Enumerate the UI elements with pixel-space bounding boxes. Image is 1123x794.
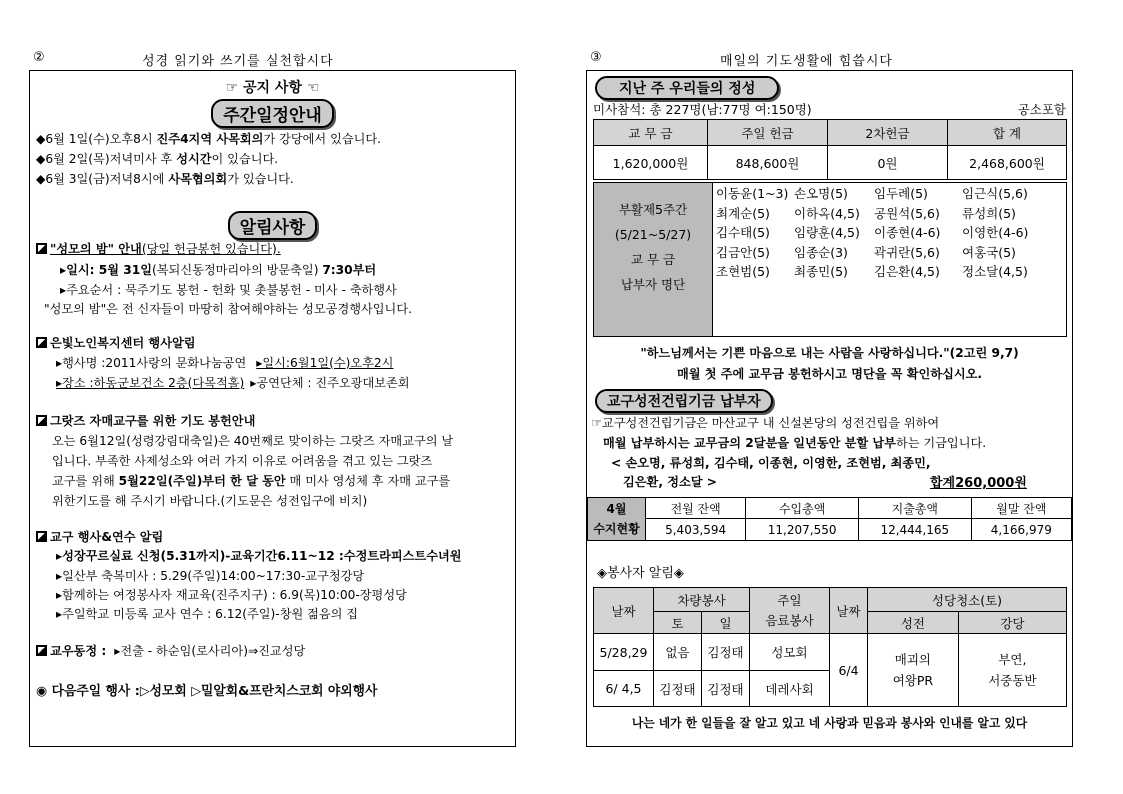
left-header: 성경 읽기와 쓰기를 실천합시다 [142, 54, 334, 69]
attendance: 미사참석: 총 227명(남:77명 여:150명) [593, 102, 812, 117]
weekly-item: ◆6월 3일(금)저녁8시에 사목협의회가 있습니다. [36, 172, 294, 186]
fund-line: ☞교구성전건립기금은 마산교구 내 신설본당의 성전건립을 위하여 [591, 416, 940, 430]
vol-cell: 김정태 [654, 671, 702, 707]
offer-title: 지난 주 우리들의 정성 [595, 76, 779, 100]
donor-name: 임두례(5) [874, 186, 928, 201]
vol-header: 차량봉사 [654, 588, 750, 612]
donor-name: 임근식(5,6) [962, 186, 1028, 201]
attendance-note: 공소포함 [1017, 102, 1066, 117]
vol-cell: 데레사회 [750, 671, 830, 707]
donor-name: 최계순(5) [716, 205, 770, 221]
offering-header: 교 무 금 [594, 120, 708, 146]
vol-cell: 부연, 서중동반 [958, 634, 1066, 707]
section-diocese-title: 교구 행사&연수 알림 [36, 529, 163, 545]
section-silver-title: 은빛노인복지센터 행사알림 [36, 335, 196, 351]
donor-name: 여홍국(5) [962, 244, 1016, 260]
donor-name: 김은환(4,5) [874, 264, 940, 279]
donor-box [593, 182, 1067, 337]
fund-line: 김은환, 정소달 > [623, 475, 717, 489]
donor-name: 임종순(3) [794, 244, 848, 260]
account-table [587, 497, 1072, 541]
graz-line: 오는 6월12일(성령강림대축일)은 40번째로 맞이하는 그랏즈 자매교구의 날 [52, 434, 454, 448]
donor-name: 이종현(4-6) [874, 225, 941, 240]
donor-name: 손오명(5) [794, 186, 848, 201]
offering-value: 1,620,000원 [594, 146, 708, 180]
vol-header: 주일 음료봉사 [750, 588, 830, 634]
donor-name: 정소달(4,5) [962, 264, 1028, 279]
quote: "하느님께서는 기쁜 마음으로 내는 사람을 사랑하십니다."(2고린 9,7) [640, 346, 1019, 360]
donor-name: 곽귀란(5,6) [874, 244, 940, 260]
weekly-item: ◆6월 1일(수)오후8시 진주4지역 사목회의가 강당에서 있습니다. [36, 132, 382, 146]
fund-line: 매월 납부하시는 교무금의 2달분을 일년동안 분할 납부하는 기금입니다. [603, 436, 987, 450]
fund-title: 교구성전건립기금 납부자 [595, 389, 773, 413]
vol-header: 날짜 [594, 588, 654, 634]
quote-note: 매월 첫 주에 교무금 봉헌하시고 명단을 꼭 확인하십시오. [676, 367, 983, 381]
donor-name: 이동윤(1~3) [716, 186, 789, 201]
account-header: 월말 잔액 [971, 498, 1071, 519]
checkbox-icon [36, 337, 47, 348]
notice-title: ☞ 공지 사항 ☜ [225, 80, 320, 96]
vol-cell: 매괴의 여왕PR [868, 634, 959, 707]
donor-name: 임량훈(4,5) [794, 225, 860, 240]
checkbox-icon [36, 415, 47, 426]
vol-cell: 5/28,29 [594, 634, 654, 671]
mary-line: "성모의 밤"은 전 신자들이 마땅히 참여해야하는 성모공경행사입니다. [44, 302, 412, 316]
account-header: 지출총액 [858, 498, 971, 519]
vol-header: 성전 [868, 612, 959, 634]
donor-name: 최종민(5) [794, 264, 848, 279]
fund-total: 합계260,000원 [930, 476, 1027, 491]
checkbox-icon [36, 531, 47, 542]
vol-header: 토 [654, 612, 702, 634]
donor-name: 김금안(5) [716, 244, 770, 260]
diocese-line: ▸함께하는 여정봉사자 재교육(진주지구) : 6.9(목)10:00-장평성당 [56, 588, 407, 602]
diocese-line: ▸일산부 축복미사 : 5.29(주일)14:00~17:30-교구청강당 [56, 569, 365, 583]
offering-value: 2,468,600원 [948, 146, 1067, 180]
checkbox-icon [36, 243, 47, 254]
account-header: 전월 잔액 [646, 498, 746, 519]
right-header: 매일의 기도생활에 힘씁시다 [720, 54, 893, 69]
graz-line: 위한기도를 해 주시기 바랍니다.(기도문은 성전입구에 비치) [52, 494, 368, 508]
offering-header: 2차헌금 [828, 120, 948, 146]
offering-header: 주일 헌금 [708, 120, 828, 146]
graz-line: 교구를 위해 5월22일(주일)부터 한 달 동안 매 미사 영성체 후 자매 교구를 [52, 474, 451, 488]
vol-header: 성당청소(토) [868, 588, 1067, 612]
vol-cell: 6/ 4,5 [594, 671, 654, 707]
vol-header: 날짜 [830, 588, 868, 634]
silver-line: ▸행사명 :2011사랑의 문화나눔공연 ▸일시:6월1일(수)오후2시 [56, 356, 394, 370]
graz-line: 입니다. 부족한 사제성소와 여러 가지 이유로 어려움을 겪고 있는 그랏즈 [52, 454, 433, 468]
offering-value: 0원 [828, 146, 948, 180]
offering-value: 848,600원 [708, 146, 828, 180]
checkbox-icon [36, 645, 47, 656]
vol-header: 강당 [958, 612, 1066, 634]
diocese-line: ▸주일학교 미등록 교사 연수 : 6.12(주일)-창원 젊음의 집 [56, 607, 359, 621]
left-panel [29, 70, 516, 747]
vol-header: 일 [702, 612, 750, 634]
right-panel [586, 70, 1073, 747]
account-header: 수입총액 [746, 498, 859, 519]
footer-verse: 나는 네가 한 일들을 잘 알고 있고 네 사랑과 믿음과 봉사와 인내를 알고 있다 [631, 716, 1028, 730]
donor-name: 김수태(5) [716, 225, 770, 240]
donor-list [716, 185, 1066, 282]
donor-name: 조현범(5) [716, 264, 770, 279]
diocese-line: ▸성장꾸르실료 신청(5.31까지)-교육기간6.11~12 :수정트라피스트수녀원 [56, 549, 462, 563]
section-graz-title: 그랏즈 자매교구를 위한 기도 봉헌안내 [36, 413, 255, 429]
account-value: 5,403,594 [646, 519, 746, 541]
account-label: 4월 수지현황 [588, 498, 646, 541]
fund-line: < 손오명, 류성희, 김수태, 이종현, 이영한, 조현범, 최종민, [611, 456, 931, 470]
right-page-number: ③ [590, 50, 602, 65]
section-member-news: 교우동정 : ▸전출 - 하순임(로사리아)⇒진교성당 [36, 643, 305, 659]
donor-name: 류성희(5) [962, 205, 1016, 221]
volunteer-title: ◈봉사자 알림◈ [597, 566, 684, 581]
weekly-title: 주간일정안내 [211, 99, 334, 128]
donor-name: 이하옥(4,5) [794, 205, 860, 221]
section-mary-title: "성모의 밤" 안내(당일 헌금봉헌 있습니다). [36, 241, 281, 257]
donor-name: 공원석(5,6) [874, 205, 940, 221]
vol-cell: 김정태 [702, 671, 750, 707]
offering-header: 합 계 [948, 120, 1067, 146]
vol-cell: 성모회 [750, 634, 830, 671]
vol-cell: 김정태 [702, 634, 750, 671]
offering-table [593, 119, 1067, 180]
mary-line: ▸일시: 5월 31일(복되신동정마리아의 방문축일) 7:30부터 [60, 263, 377, 277]
vol-cell: 6/4 [830, 634, 868, 707]
weekly-item: ◆6월 2일(목)저녁미사 후 성시간이 있습니다. [36, 152, 279, 166]
account-value: 12,444,165 [858, 519, 971, 541]
next-week-events: ◉ 다음주일 행사 :▷성모회 ▷밀알회&프란치스코회 야외행사 [36, 684, 378, 699]
donor-name: 이영한(4-6) [962, 225, 1029, 240]
account-value: 11,207,550 [746, 519, 859, 541]
silver-line: ▸장소 :하동군보건소 2층(다목적홀) ▸공연단체 : 진주오광대보존회 [56, 376, 410, 390]
donor-label: 부활제5주간 (5/21~5/27) 교 무 금 납부자 명단 [594, 183, 713, 336]
mary-line: ▸주요순서 : 묵주기도 봉헌 - 헌화 및 촛불봉헌 - 미사 - 축하행사 [60, 283, 397, 297]
volunteer-table [593, 587, 1067, 707]
announce-title: 알림사항 [228, 211, 318, 240]
vol-cell: 없음 [654, 634, 702, 671]
left-page-number: ② [33, 50, 45, 65]
account-value: 4,166,979 [971, 519, 1071, 541]
